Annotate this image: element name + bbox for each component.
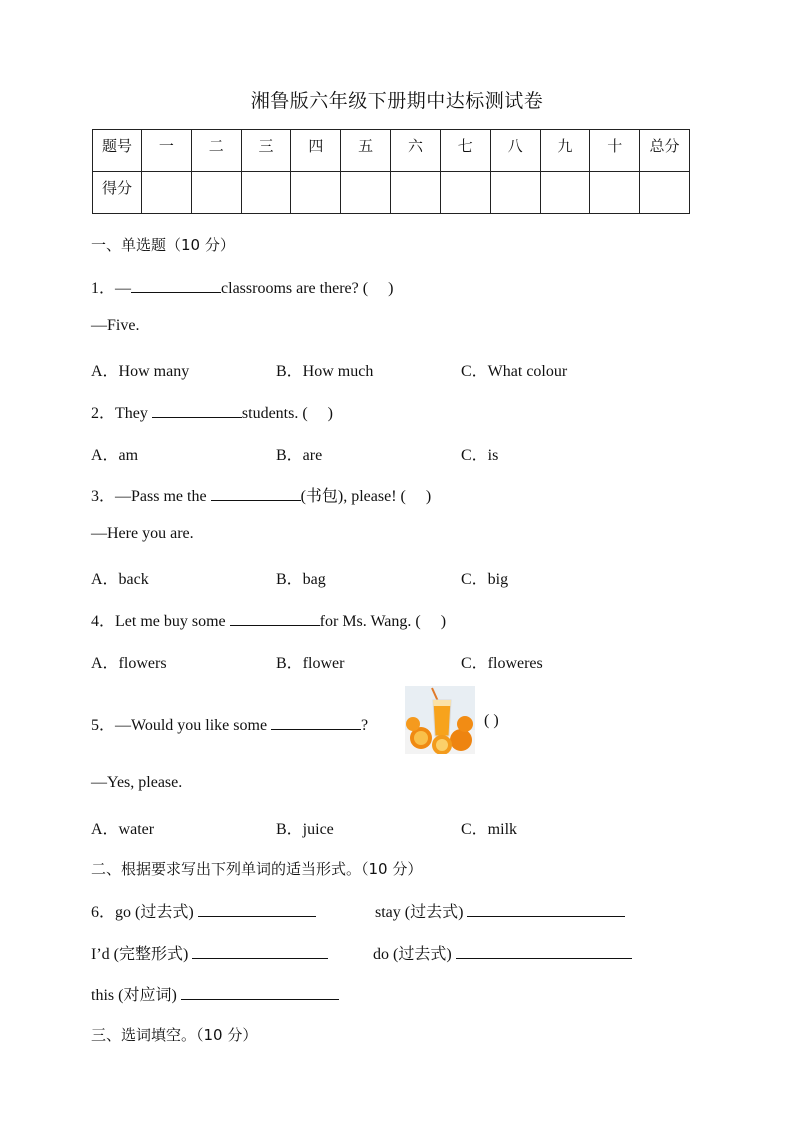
score-cell[interactable]	[291, 172, 341, 214]
option-b[interactable]: B．are	[276, 447, 323, 464]
answer-blank[interactable]	[456, 944, 632, 959]
option-c[interactable]: C．milk	[461, 821, 518, 838]
item-label: I’d (完整形式)	[91, 946, 193, 963]
question-text: (书包), please! (	[300, 488, 406, 505]
table-cell: 十	[590, 130, 640, 172]
answer-paren[interactable]: ( )	[484, 712, 499, 729]
question-text: —Pass me the	[115, 488, 211, 505]
answer-blank[interactable]	[230, 611, 320, 626]
answer-blank[interactable]	[181, 985, 339, 1000]
section-heading: 一、单选题（10 分）	[91, 236, 235, 254]
option-c[interactable]: C．is	[461, 447, 499, 464]
score-cell[interactable]	[341, 172, 391, 214]
table-cell: 七	[440, 130, 490, 172]
question-number: 1．	[91, 280, 116, 297]
section-heading: 三、选词填空。（10 分）	[91, 1026, 258, 1044]
answer-blank[interactable]	[271, 715, 361, 730]
answer-blank[interactable]	[467, 902, 625, 917]
item-label: this (对应词)	[91, 987, 181, 1004]
question-number: 2．	[91, 405, 116, 422]
question-text: for Ms. Wang. (	[319, 613, 421, 630]
option-b[interactable]: B．How much	[276, 363, 374, 380]
question-number: 3．	[91, 488, 116, 505]
score-cell[interactable]	[440, 172, 490, 214]
question-1	[91, 275, 393, 298]
option-c[interactable]: C．What colour	[461, 363, 568, 380]
question-4	[91, 608, 446, 631]
answer-line: —Five.	[91, 317, 140, 334]
answer-blank[interactable]	[211, 486, 301, 501]
score-table	[92, 129, 690, 214]
option-a[interactable]: A．flowers	[91, 655, 167, 672]
question-text: Let me buy some	[115, 613, 230, 630]
answer-blank[interactable]	[192, 944, 328, 959]
option-b[interactable]: B．juice	[276, 821, 334, 838]
score-cell[interactable]	[391, 172, 441, 214]
table-cell: 三	[241, 130, 291, 172]
option-a[interactable]: A．back	[91, 571, 149, 588]
answer-blank[interactable]	[152, 403, 242, 418]
table-row	[93, 130, 690, 172]
question-number: 4．	[91, 613, 116, 630]
option-a[interactable]: A．How many	[91, 363, 190, 380]
question-3	[91, 483, 431, 506]
question-text: —Would you like some	[115, 717, 272, 734]
table-cell: 九	[540, 130, 590, 172]
word-form-item	[91, 899, 316, 922]
item-label: do (过去式)	[373, 946, 456, 963]
word-form-item	[91, 982, 339, 1005]
table-row	[93, 172, 690, 214]
table-cell: 题号	[93, 130, 142, 172]
score-cell[interactable]	[590, 172, 640, 214]
table-cell: 一	[142, 130, 192, 172]
score-cell[interactable]	[640, 172, 690, 214]
word-form-item	[375, 899, 625, 922]
option-a[interactable]: A．water	[91, 821, 155, 838]
answer-blank[interactable]	[131, 278, 221, 293]
table-cell: 六	[391, 130, 441, 172]
paren-close: )	[327, 405, 333, 422]
question-text: students. (	[241, 405, 308, 422]
question-text: They	[115, 405, 152, 422]
word-form-item	[373, 941, 632, 964]
item-label: 6．go (过去式)	[91, 904, 198, 921]
score-cell[interactable]	[241, 172, 291, 214]
question-text: —	[115, 280, 132, 297]
score-cell[interactable]	[540, 172, 590, 214]
table-cell: 二	[191, 130, 241, 172]
answer-blank[interactable]	[198, 902, 316, 917]
table-cell: 四	[291, 130, 341, 172]
option-c[interactable]: C．floweres	[461, 655, 543, 672]
page-title: 湘鲁版六年级下册期中达标测试卷	[250, 90, 544, 112]
answer-line: —Here you are.	[91, 525, 194, 542]
table-cell: 八	[490, 130, 540, 172]
question-number: 5．	[91, 717, 116, 734]
option-b[interactable]: B．bag	[276, 571, 326, 588]
orange-juice-image	[405, 686, 475, 754]
item-label: stay (过去式)	[375, 904, 468, 921]
question-text: ?	[361, 717, 369, 734]
table-cell: 得分	[93, 172, 142, 214]
option-b[interactable]: B．flower	[276, 655, 345, 672]
paren-close: )	[388, 280, 394, 297]
section-heading: 二、根据要求写出下列单词的适当形式。（10 分）	[91, 860, 423, 878]
paren-close: )	[440, 613, 447, 630]
paren-close: )	[425, 488, 432, 505]
score-cell[interactable]	[142, 172, 192, 214]
table-cell: 五	[341, 130, 391, 172]
question-5	[91, 712, 368, 735]
question-text: classrooms are there? (	[221, 280, 369, 297]
table-cell: 总分	[640, 130, 690, 172]
answer-line: —Yes, please.	[91, 774, 183, 791]
score-cell[interactable]	[490, 172, 540, 214]
option-a[interactable]: A．am	[91, 447, 139, 464]
option-c[interactable]: C．big	[461, 571, 509, 588]
score-cell[interactable]	[191, 172, 241, 214]
word-form-item	[91, 941, 328, 964]
question-2	[91, 400, 333, 423]
